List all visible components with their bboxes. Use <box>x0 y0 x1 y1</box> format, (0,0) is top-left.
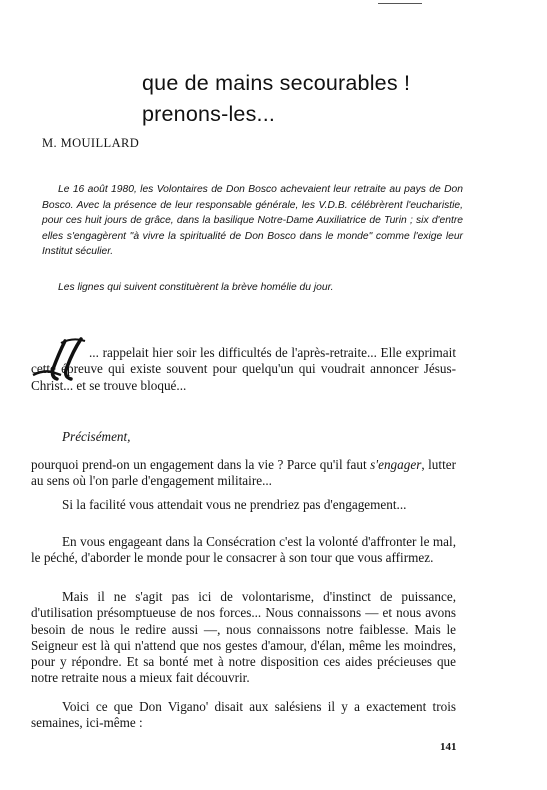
p3-text-start: pourquoi prend-on un engagement dans la vie ? Parce qu'il faut <box>31 457 371 472</box>
body-paragraph-2: Précisément, <box>62 429 131 444</box>
body-paragraph-7: Voici ce que Don Vigano' disait aux salésiens il y a exactement trois semaines, ici-même : <box>31 699 456 731</box>
p3-emphasis: s'engager <box>370 457 422 472</box>
body-paragraph-3 <box>31 457 456 490</box>
article-title-line-2: prenons-les... <box>142 102 276 126</box>
article-title-line-1: que de mains secourables ! <box>142 71 411 95</box>
body-paragraph-4: Si la facilité vous attendait vous ne prendriez pas d'engagement... <box>62 497 407 512</box>
p3-text-end: , lutter au sens où l'on parle d'engagement militaire... <box>31 457 456 489</box>
page-number: 141 <box>440 741 457 753</box>
author-name: M. MOUILLARD <box>42 136 140 150</box>
intro-note: Les lignes qui suivent constituèrent la brève homélie du jour. <box>58 282 334 293</box>
body-paragraph-1: ... rappelait hier soir les difficultés de l'après-retraite... Elle exprimait cette épreuve qui existe souvent pour quelqu'un qui voudrait annoncer Jésus-Christ... et se trouve bloqué... <box>31 345 456 393</box>
body-paragraph-6: Mais il ne s'agit pas ici de volontarisme, d'instinct de puissance, d'utilisation présomptueuse de nos forces... Nous connaissons — et nous avons besoin de nous le redire aussi —, nous connaissons notre faiblesse. Mais le Seigneur est là qui n'attend que nos gestes d'amour, d'élan, même les moindres, pour y répondre. Et sa bonté met à notre disposition ces aides précieuses que notre retraite nous a mieux fait découvrir. <box>31 589 456 686</box>
body-paragraph-5: En vous engageant dans la Consécration c'est la volonté d'affronter le mal, le péché, d'aborder le monde pour le consacrer à son tour que vous affirmez. <box>31 534 456 566</box>
intro-paragraph: Le 16 août 1980, les Volontaires de Don Bosco achevaient leur retraite au pays de Don Bosco. Avec la présence de leur responsable générale, les V.D.B. célébrèrent l'eucharistie, pour ces huit jours de grâce, dans la basilique Notre-Dame Auxiliatrice de Turin ; six d'entre elles s'engagèrent "à vivre la spiritualité de Don Bosco dans le monde" comme l'exige leur Institut séculier. <box>42 184 463 257</box>
header-rule <box>378 3 422 4</box>
